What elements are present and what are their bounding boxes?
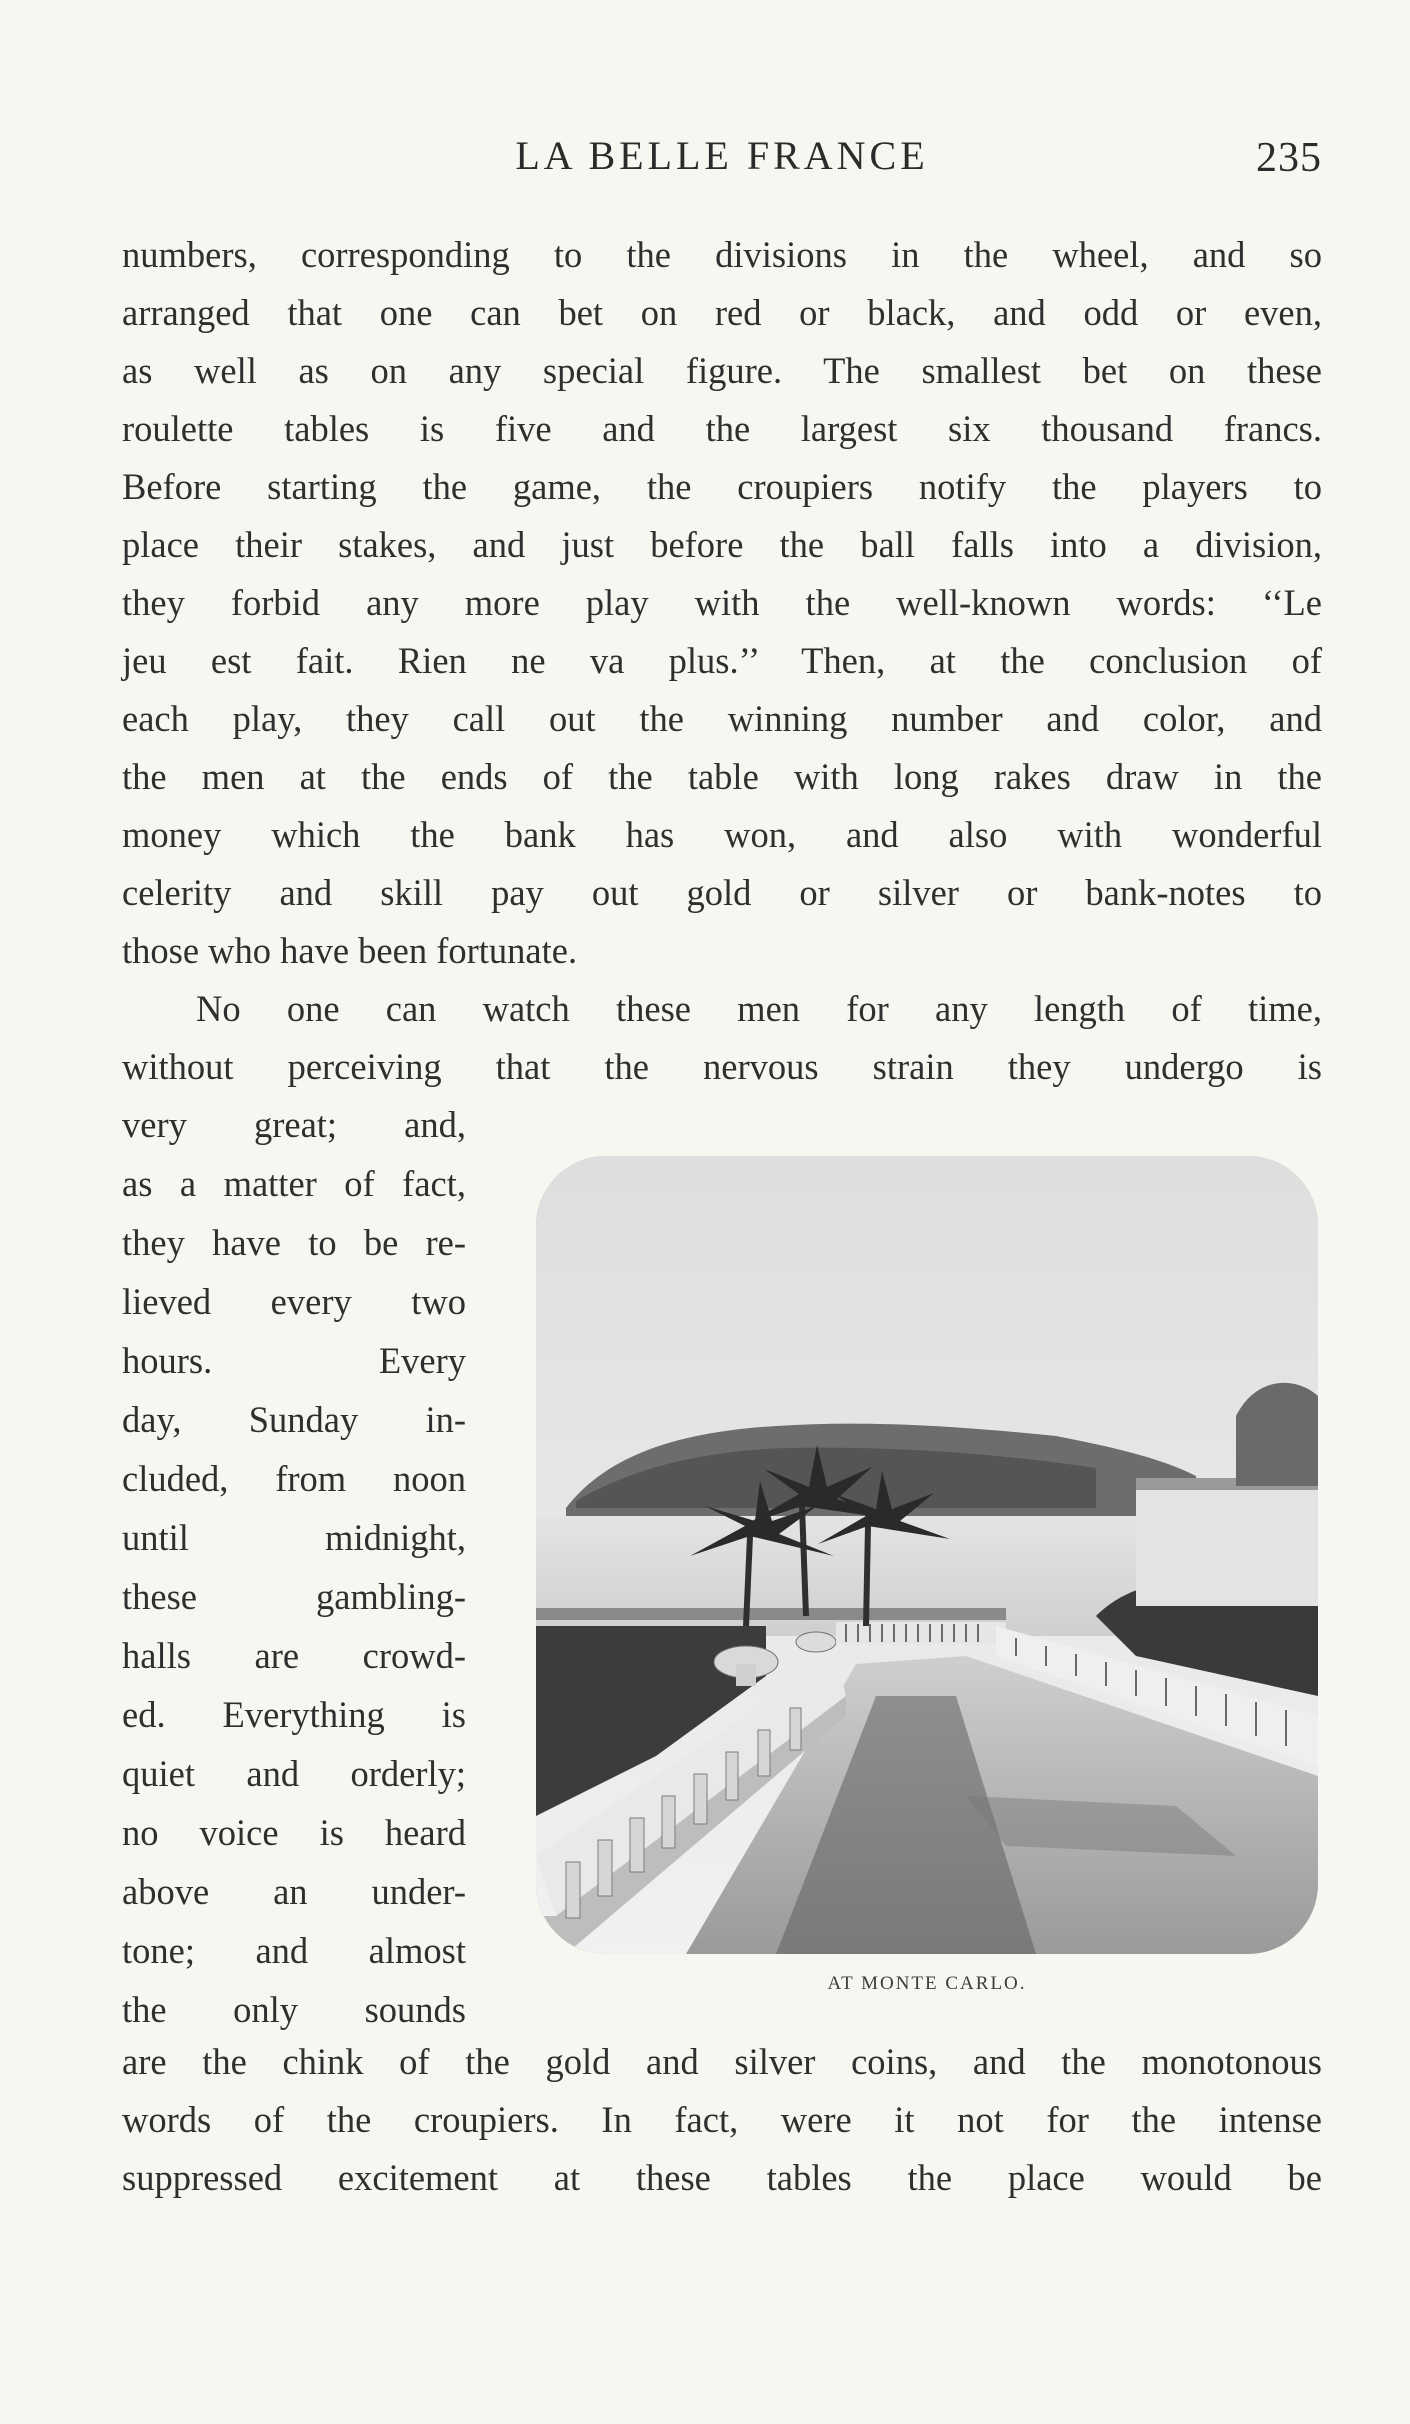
text-line: those who have been fortunate.	[122, 930, 578, 971]
text-line: numbers, corresponding to the divisions in the wheel, and so	[122, 234, 1322, 275]
text-line: are the chink of the gold and silver coins, and the monotonous	[122, 2041, 1322, 2082]
wrapped-text-line: as a matter of fact,	[122, 1163, 466, 1204]
text-line: place their stakes, and just before the ball falls into a division,	[122, 524, 1322, 565]
text-line: money which the bank has won, and also with wonderful	[122, 814, 1322, 855]
text-line: Before starting the game, the croupiers notify the players to	[122, 466, 1322, 507]
text-line: they forbid any more play with the well-known words: ‘‘Le	[122, 582, 1322, 623]
wrapped-text-line: hours. Every	[122, 1340, 466, 1381]
wrapped-text-line: ed. Everything is	[122, 1694, 466, 1735]
text-line: suppressed excitement at these tables the place would be	[122, 2157, 1322, 2198]
wrapped-text-line: until midnight,	[122, 1517, 466, 1558]
text-line: words of the croupiers. In fact, were it not for the intense	[122, 2099, 1322, 2140]
wrapped-text-line: tone; and almost	[122, 1930, 466, 1971]
wrapped-text-line: day, Sunday in-	[122, 1399, 466, 1440]
text-line: the men at the ends of the table with long rakes draw in the	[122, 756, 1322, 797]
running-head	[122, 132, 1322, 188]
page-number: 235	[1256, 135, 1322, 181]
text-line: arranged that one can bet on red or black, and odd or even,	[122, 292, 1322, 333]
text-line: without perceiving that the nervous strain they undergo is	[122, 1046, 1322, 1087]
figure-caption: AT MONTE CARLO.	[827, 1973, 1027, 1994]
wrapped-text-line: quiet and orderly;	[122, 1753, 466, 1794]
text-line: as well as on any special figure. The smallest bet on these	[122, 350, 1322, 391]
wrapped-text-line: cluded, from noon	[122, 1458, 466, 1499]
text-line: roulette tables is five and the largest six thousand francs.	[122, 408, 1322, 449]
monte-carlo-photograph	[536, 1156, 1318, 1954]
wrapped-text-line: lieved every two	[122, 1281, 466, 1322]
wrapped-text-line: the only sounds	[122, 1989, 466, 2030]
wrapped-text-line: very great; and,	[122, 1104, 466, 1145]
paragraph-first-line: No one can watch these men for any length of time,	[196, 988, 1322, 1029]
running-title: LA BELLE FRANCE	[515, 133, 929, 178]
text-line: jeu est fait. Rien ne va plus.’’ Then, at the conclusion of	[122, 640, 1322, 681]
wrapped-text-line: they have to be re-	[122, 1222, 466, 1263]
text-line: each play, they call out the winning number and color, and	[122, 698, 1322, 739]
wrapped-text-line: halls are crowd-	[122, 1635, 466, 1676]
wrapped-text-line: above an under-	[122, 1871, 466, 1912]
text-line: celerity and skill pay out gold or silver or bank-notes to	[122, 872, 1322, 913]
wrapped-text-line: these gambling-	[122, 1576, 466, 1617]
wrapped-text-line: no voice is heard	[122, 1812, 466, 1853]
